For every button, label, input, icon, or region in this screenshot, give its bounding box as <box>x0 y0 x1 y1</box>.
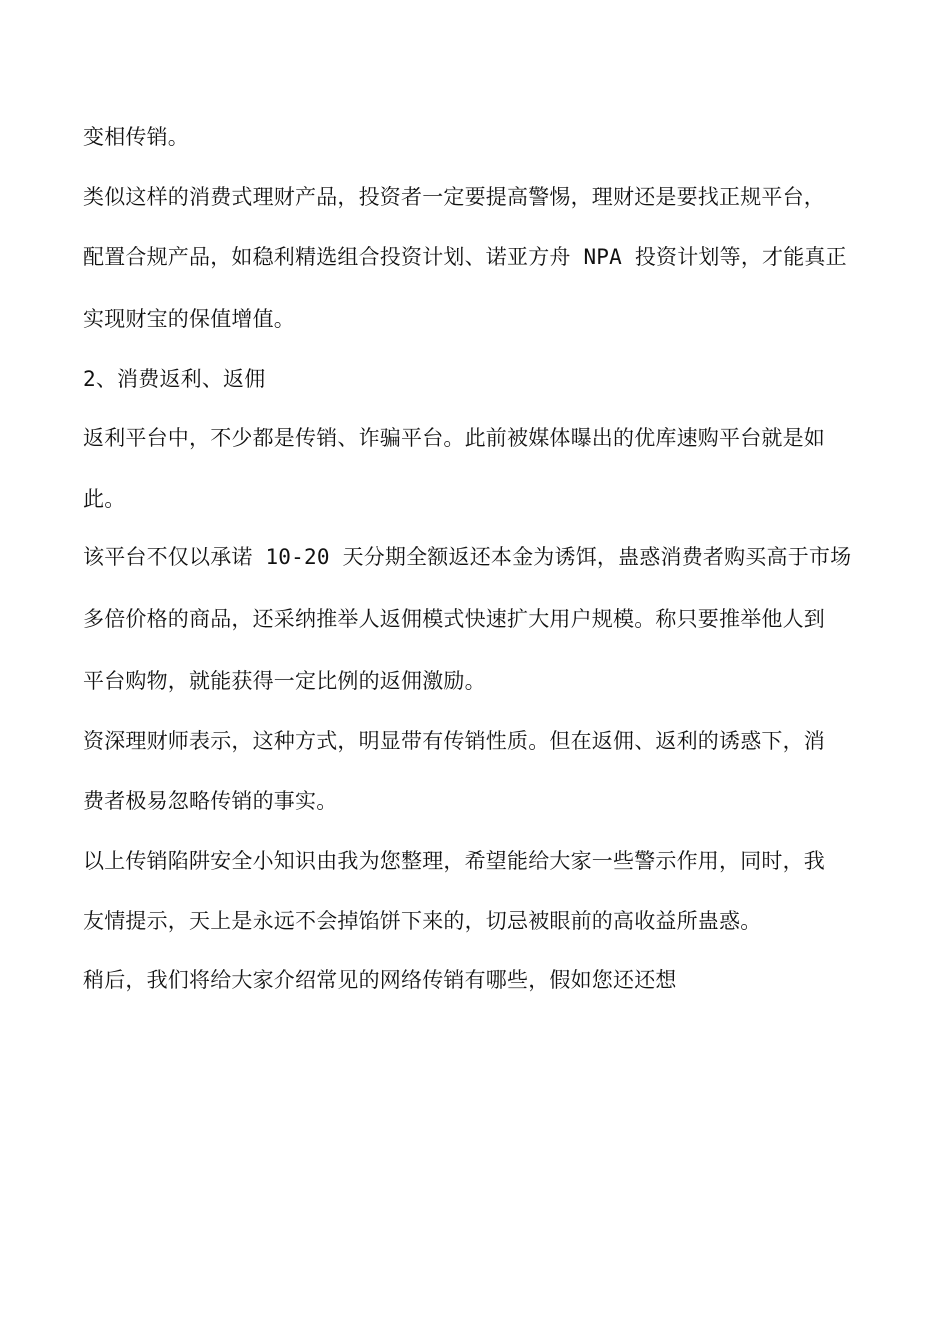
text-line-13: 以上传销陷阱安全小知识由我为您整理，希望能给大家一些警示作用，同时，我 <box>83 849 825 873</box>
text-line-15: 稍后，我们将给大家介绍常见的网络传销有哪些，假如您还还想 <box>83 968 677 992</box>
text-line-8: 该平台不仅以承诺 10-20 天分期全额返还本金为诱饵，蛊惑消费者购买高于市场 <box>83 545 852 569</box>
text-line-12: 费者极易忽略传销的事实。 <box>83 789 338 813</box>
text-line-9: 多倍价格的商品，还采纳推举人返佣模式快速扩大用户规模。称只要推举他人到 <box>83 607 825 631</box>
text-line-6: 返利平台中，不少都是传销、诈骗平台。此前被媒体曝出的优库速购平台就是如 <box>83 426 825 450</box>
section-heading: 2、消费返利、返佣 <box>83 367 266 391</box>
text-line-14: 友情提示，天上是永远不会掉馅饼下来的，切忌被眼前的高收益所蛊惑。 <box>83 909 762 933</box>
text-line-7: 此。 <box>83 487 126 511</box>
text-line-1: 变相传销。 <box>83 125 189 149</box>
text-line-11: 资深理财师表示，这种方式，明显带有传销性质。但在返佣、返利的诱惑下，消 <box>83 729 825 753</box>
text-line-3: 配置合规产品，如稳利精选组合投资计划、诺亚方舟 NPA 投资计划等，才能真正 <box>83 245 847 269</box>
text-line-2: 类似这样的消费式理财产品，投资者一定要提高警惕，理财还是要找正规平台， <box>83 185 825 209</box>
text-line-10: 平台购物，就能获得一定比例的返佣激励。 <box>83 669 486 693</box>
text-line-4: 实现财宝的保值增值。 <box>83 307 295 331</box>
